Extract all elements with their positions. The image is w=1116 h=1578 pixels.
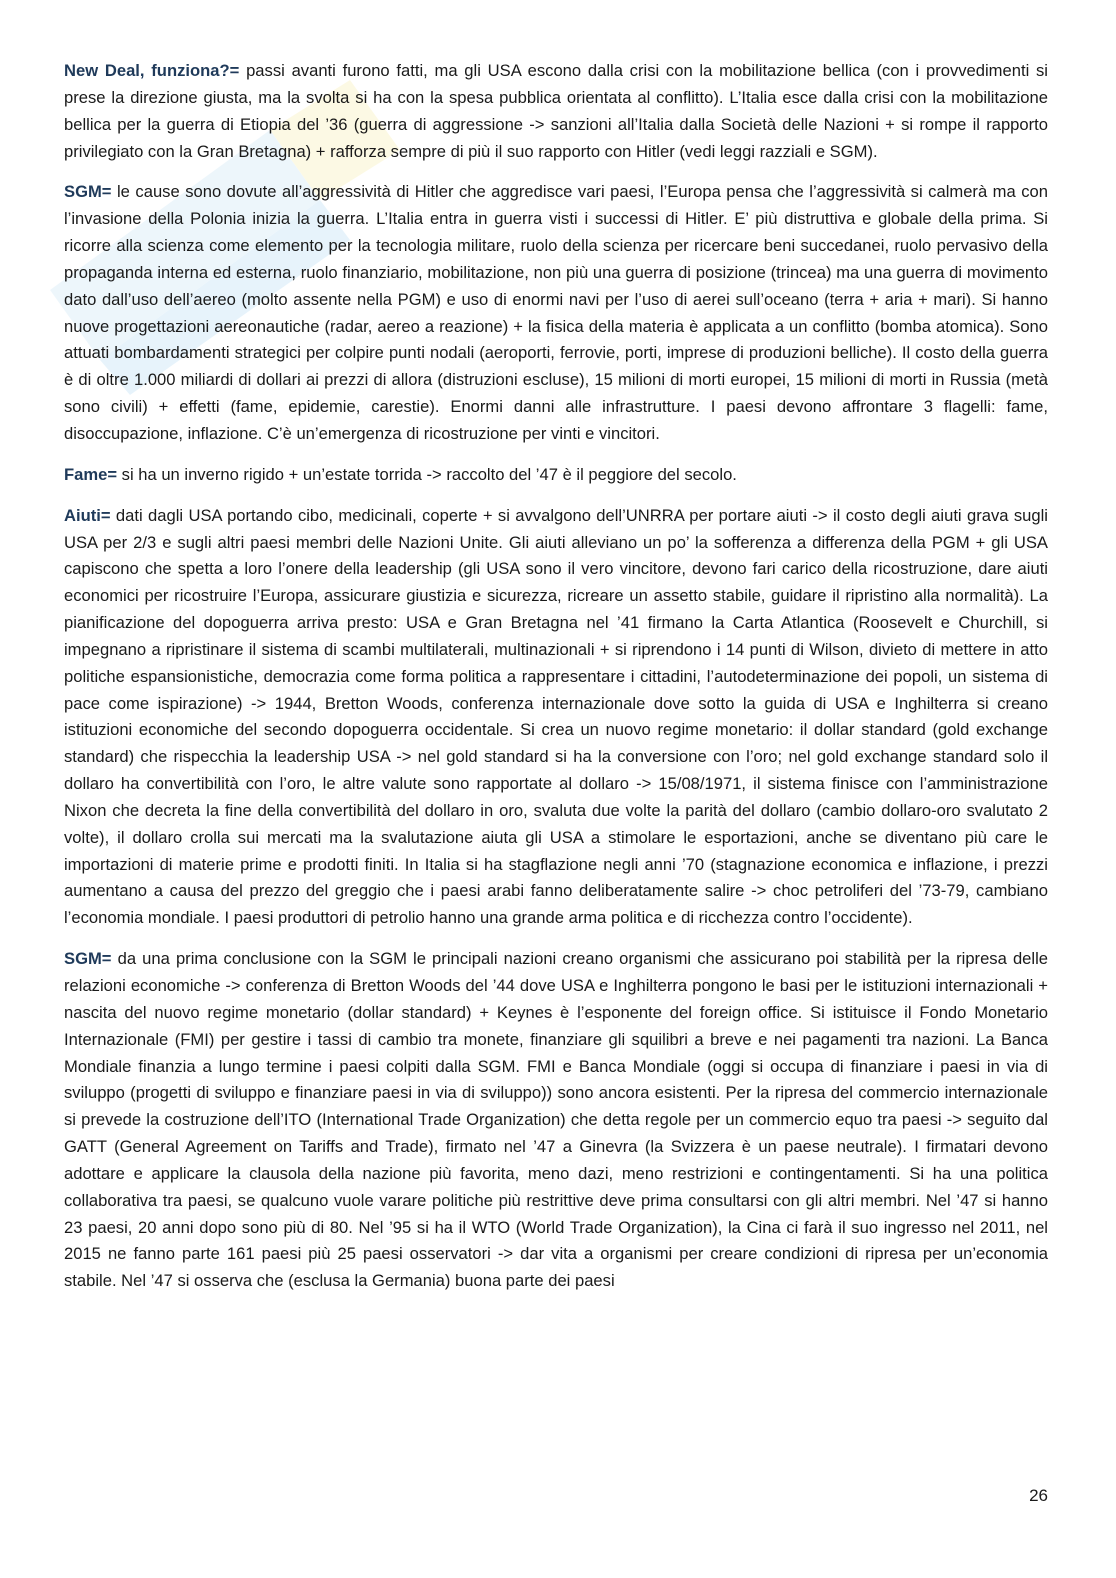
- paragraph-text: da una prima conclusione con la SGM le principali nazioni creano organismi che assicurano poi stabilità per la ripresa delle relazioni economiche -> conferenza di Bretton Woods del ’44 dove USA e Inghilterra pongono le basi per le istituzioni internazionali + nascita del nuovo regime monetario (dollar standard) + Keynes è l’esponente del foreign office. Si istituisce il Fondo Monetario Internazionale (FMI) per gestire i tassi di cambio tra monete, finanziare gli squilibri a breve e nei pagamenti tra nazioni. La Banca Mondiale finanzia a lungo termine i paesi colpiti dalla SGM. FMI e Banca Mondiale (oggi si occupa di finanziare i paesi in via di sviluppo (progetti di sviluppo e finanziare paesi in via di sviluppo)) sono ancora esistenti. Per la ripresa del commercio internazionale si prevede la costruzione dell’ITO (International Trade Organization) che detta regole per un commercio equo tra paesi -> seguito dal GATT (General Agreement on Tariffs and Trade), firmato nel ’47 a Ginevra (la Svizzera è un paese neutrale). I firmatari devono adottare e applicare la clausola della nazione più favorita, meno dazi, meno restrizioni e contingentamenti. Si ha una politica collaborativa tra paesi, se qualcuno vuole varare politiche più restrittive deve prima consultarsi con gli altri membri. Nel ’47 si hanno 23 paesi, 20 anni dopo sono più di 80. Nel ’95 si ha il WTO (World Trade Organization), la Cina ci farà il suo ingresso nel 2011, nel 2015 ne fanno parte 161 paesi più 25 paesi osservatori -> dar vita a organismi per creare condizioni di ripresa per un’economia stabile. Nel ’47 si osserva che (esclusa la Germania) buona parte dei paesi: [64, 949, 1048, 1291]
- paragraph-sgm-cause: [64, 179, 1048, 447]
- paragraph-text: si ha un inverno rigido + un’estate torrida -> raccolto del ’47 è il peggiore del secolo.: [117, 464, 737, 484]
- paragraph-lead: Fame=: [64, 464, 118, 484]
- page-number: 26: [1029, 1486, 1048, 1505]
- paragraph-lead: Aiuti=: [64, 505, 111, 525]
- paragraph-text: dati dagli USA portando cibo, medicinali, coperte + si avvalgono dell’UNRRA per portare aiuti -> il costo degli aiuti grava sugli USA per 2/3 e sugli altri paesi membri delle Nazioni Unite. Gli aiuti alleviano un po’ la sofferenza a differenza della PGM + gli USA capiscono che spetta a loro l’onere della leadership (gli USA sono il vero vincitore, devono fari carico della ricostruzione, dare aiuti economici per ricostruire l’Europa, assicurare giustizia e sicurezza, ricreare un assetto stabile, guidare il ripristino alla normalità). La pianificazione del dopoguerra arriva presto: USA e Gran Bretagna nel ’41 firmano la Carta Atlantica (Roosevelt e Churchill, si impegnano a ripristinare il sistema di scambi multilaterali, multinazionali + si riprendono i 14 punti di Wilson, divieto di mettere in atto politiche espansionistiche, democrazia come forma politica a rappresentare i cittadini, l’autodeterminazione dei popoli, un sistema di pace come ispirazione) -> 1944, Bretton Woods, conferenza internazionale dove sotto la guida di USA e Inghilterra si creano istituzioni economiche del secondo dopoguerra occidentale. Si crea un nuovo regime monetario: il dollar standard (gold exchange standard) che rispecchia la leadership USA -> nel gold standard si ha la conversione con l’oro; nel gold exchange standard solo il dollaro ha convertibilità con l’oro, le altre valute sono rapportate al dollaro -> 15/08/1971, il sistema finisce con l’amministrazione Nixon che decreta la fine della convertibilità del dollaro in oro, svaluta due volte la parità del dollaro (cambio dollaro-oro svalutato 2 volte), il dollaro crolla sui mercati ma la svalutazione aiuta gli USA a stimolare le esportazioni, anche se diventano più care le importazioni di materie prime e prodotti finiti. In Italia si ha stagflazione negli anni ’70 (stagnazione economica e inflazione, i prezzi aumentano a causa del prezzo del greggio che i paesi arabi fanno deliberatamente salire -> choc petroliferi del ’73-79, cambiano l’economia mondiale. I paesi produttori di petrolio hanno una grande arma politica e di ricchezza contro l’occidente).: [64, 505, 1048, 928]
- paragraph-text: passi avanti furono fatti, ma gli USA escono dalla crisi con la mobilitazione bellica (con i provvedimenti si prese la direzione giusta, ma la svolta si ha con la spesa pubblica orientata al conflitto). L’Italia esce dalla crisi con la mobilitazione bellica per la guerra di Etiopia del ’36 (guerra di aggressione -> sanzioni all’Italia dalla Società delle Nazioni + si rompe il rapporto privilegiato con la Gran Bretagna) + rafforza sempre di più il suo rapporto con Hitler (vedi leggi razziali e SGM).: [64, 61, 1048, 161]
- paragraph-fame: [64, 462, 1048, 489]
- paragraph-aiuti: [64, 503, 1048, 933]
- document-page: [64, 58, 1048, 1309]
- paragraph-lead: SGM=: [64, 182, 112, 202]
- paragraph-lead: SGM=: [64, 949, 112, 969]
- paragraph-new-deal: [64, 58, 1048, 165]
- paragraph-text: le cause sono dovute all’aggressività di Hitler che aggredisce vari paesi, l’Europa pensa che l’aggressività si calmerà ma con l’invasione della Polonia inizia la guerra. L’Italia entra in guerra visti i successi di Hitler. E’ più distruttiva e globale della prima. Si ricorre alla scienza come elemento per la tecnologia militare, ruolo della scienza per ricercare beni succedanei, ruolo pervasivo della propaganda interna ed esterna, ruolo finanziario, mobilitazione, non più una guerra di posizione (trincea) ma una guerra di movimento dato dall’uso dell’aereo (molto assente nella PGM) e uso di enormi navi per l’uso di aerei sull’oceano (terra + aria + mari). Si hanno nuove progettazioni aereonautiche (radar, aereo a reazione) + la fisica della materia è applicata a un conflitto (bomba atomica). Sono attuati bombardamenti strategici per colpire punti nodali (aeroporti, ferrovie, porti, imprese di produzioni belliche). Il costo della guerra è di oltre 1.000 miliardi di dollari ai prezzi di allora (distruzioni escluse), 15 milioni di morti europei, 15 milioni di morti in Russia (metà sono civili) + effetti (fame, epidemie, carestie). Enormi danni alle infrastrutture. I paesi devono affrontare 3 flagelli: fame, disoccupazione, inflazione. C’è un’emergenza di ricostruzione per vinti e vincitori.: [64, 182, 1048, 443]
- paragraph-lead: New Deal, funziona?=: [64, 61, 240, 80]
- paragraph-sgm-institutions: [64, 946, 1048, 1295]
